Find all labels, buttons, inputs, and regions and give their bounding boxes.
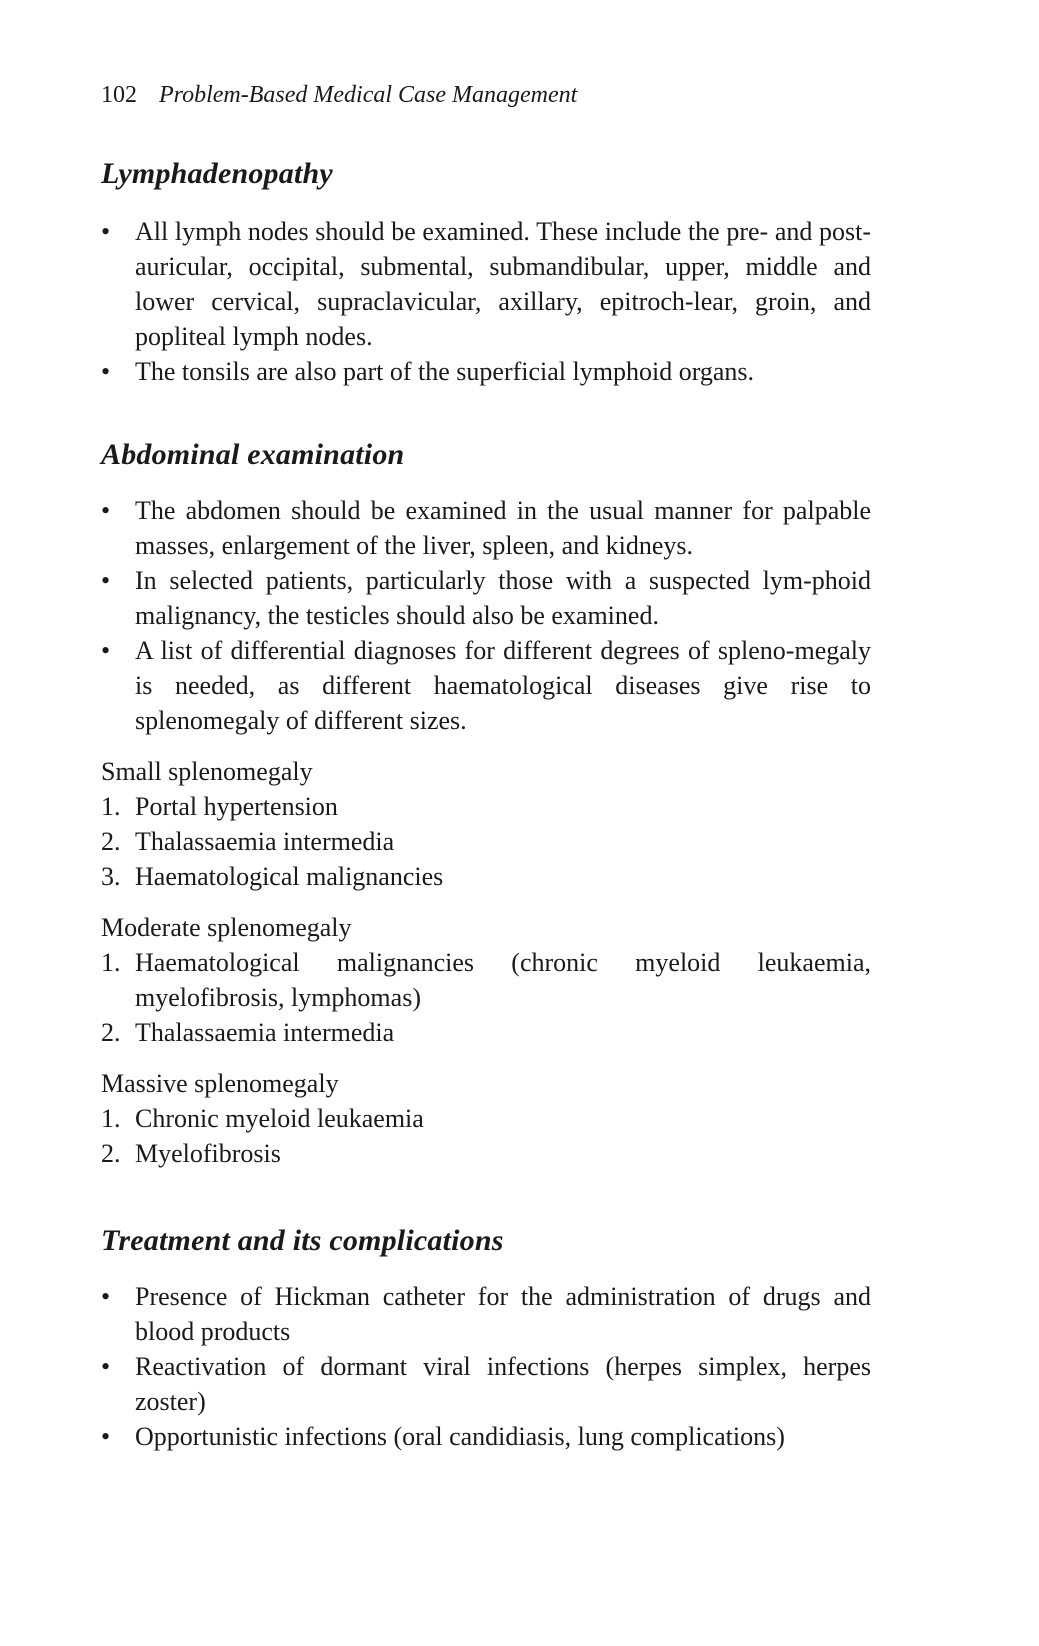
item-number: 3. [101, 862, 121, 891]
item-text: Portal hypertension [135, 792, 338, 821]
bullet-list [101, 493, 871, 738]
numbered-list [101, 945, 871, 1050]
section-heading: Treatment and its complications [101, 1224, 504, 1257]
item-text: A list of differential diagnoses for different degrees of spleno-megaly is needed, as different haematological diseases give rise to splenomegaly of different sizes. [135, 636, 871, 735]
list-item [101, 563, 871, 633]
bullet-icon: • [101, 496, 111, 525]
list-item [101, 354, 871, 389]
item-number: 1. [101, 792, 121, 821]
book-title: Problem-Based Medical Case Management [159, 82, 578, 108]
group-moderate-splenomegaly [101, 910, 871, 1050]
item-text: Chronic myeloid leukaemia [135, 1104, 424, 1133]
item-text: Haematological malignancies (chronic myeloid leukaemia, myelofibrosis, lymphomas) [135, 948, 871, 1012]
list-item [101, 493, 871, 563]
list-item [101, 633, 871, 738]
list-item [101, 789, 871, 824]
item-text: Presence of Hickman catheter for the administration of drugs and blood products [135, 1282, 871, 1346]
item-number: 2. [101, 1139, 121, 1168]
section-heading: Lymphadenopathy [101, 157, 333, 190]
list-item [101, 1101, 871, 1136]
numbered-list [101, 1101, 871, 1171]
section-lymphadenopathy [101, 156, 871, 389]
list-item [101, 214, 871, 354]
item-text: The abdomen should be examined in the usual manner for palpable masses, enlargement of the liver, spleen, and kidneys. [135, 496, 871, 560]
item-text: All lymph nodes should be examined. These include the pre- and post-auricular, occipital, submental, submandibular, upper, middle and lower cervical, supraclavicular, axillary, epitroch-lear, groin, and popliteal lymph nodes. [135, 217, 871, 351]
list-item [101, 1015, 871, 1050]
group-title: Moderate splenomegaly [101, 913, 352, 942]
bullet-list [101, 1279, 871, 1454]
list-item [101, 1136, 871, 1171]
group-title: Massive splenomegaly [101, 1069, 339, 1098]
bullet-icon: • [101, 217, 111, 246]
item-text: Thalassaemia intermedia [135, 827, 395, 856]
splenomegaly-groups [101, 754, 871, 1171]
item-number: 2. [101, 1018, 121, 1047]
item-text: Opportunistic infections (oral candidiasis, lung complications) [135, 1422, 785, 1451]
item-text: Reactivation of dormant viral infections (herpes simplex, herpes zoster) [135, 1352, 871, 1416]
list-item [101, 1279, 871, 1349]
item-number: 1. [101, 1104, 121, 1133]
item-text: Thalassaemia intermedia [135, 1018, 395, 1047]
running-head [101, 80, 577, 110]
section-treatment [101, 1223, 871, 1454]
item-number: 1. [101, 948, 121, 977]
bullet-icon: • [101, 1352, 111, 1381]
bullet-icon: • [101, 1422, 111, 1451]
list-item [101, 859, 871, 894]
section-abdominal-examination [101, 437, 871, 1187]
item-text: In selected patients, particularly those with a suspected lym-phoid malignancy, the testicles should also be examined. [135, 566, 871, 630]
item-text: The tonsils are also part of the superficial lymphoid organs. [135, 357, 755, 386]
bullet-list [101, 214, 871, 389]
numbered-list [101, 789, 871, 894]
bullet-icon: • [101, 1282, 111, 1311]
item-text: Haematological malignancies [135, 862, 444, 891]
item-number: 2. [101, 827, 121, 856]
list-item [101, 1349, 871, 1419]
section-heading: Abdominal examination [101, 438, 405, 471]
bullet-icon: • [101, 566, 111, 595]
bullet-icon: • [101, 357, 111, 386]
group-small-splenomegaly [101, 754, 871, 894]
list-item [101, 1419, 871, 1454]
bullet-icon: • [101, 636, 111, 665]
page-number: 102 [101, 82, 137, 108]
list-item [101, 824, 871, 859]
group-massive-splenomegaly [101, 1066, 871, 1171]
group-title: Small splenomegaly [101, 757, 313, 786]
item-text: Myelofibrosis [135, 1139, 281, 1168]
list-item [101, 945, 871, 1015]
